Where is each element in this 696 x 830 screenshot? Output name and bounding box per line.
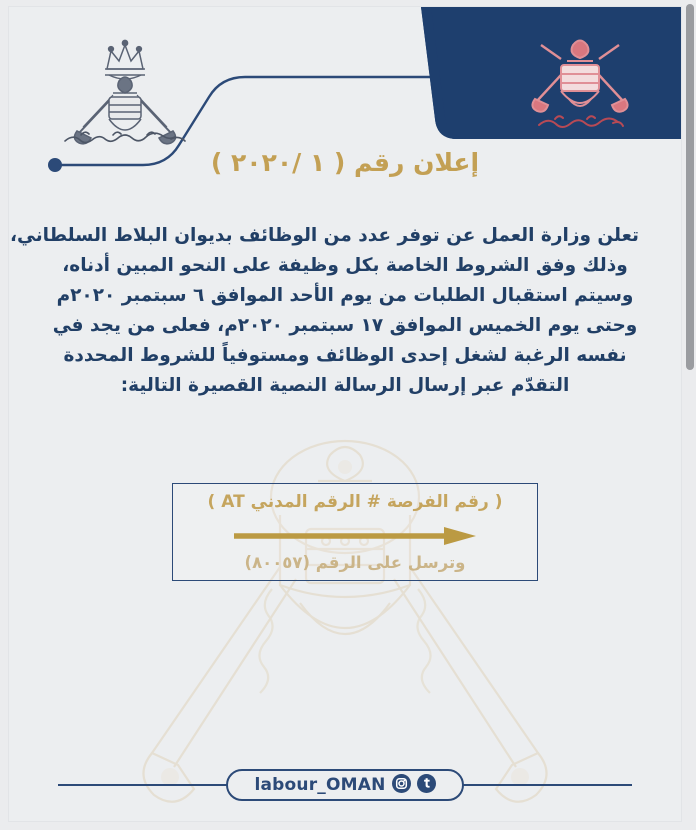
announcement-sheet <box>8 6 682 822</box>
footer-divider-left <box>462 784 632 786</box>
body-line: تعلن وزارة العمل عن توفر عدد من الوظائف بديوان البلاط السلطاني، <box>9 225 639 246</box>
body-line: نفسه الرغبة لشغل إحدى الوظائف ومستوفياً للشروط المحددة <box>63 345 627 366</box>
footer <box>9 765 681 805</box>
sms-instruction-box <box>172 483 538 581</box>
body-line: التقدّم عبر إرسال الرسالة النصية القصيرة التالية: <box>120 375 570 396</box>
ministry-of-labour-emblem <box>525 29 635 137</box>
footer-divider-right <box>58 784 228 786</box>
instagram-icon[interactable] <box>392 774 411 797</box>
body-line: وذلك وفق الشروط الخاصة بكل وظيفة على النحو المبين أدناه، <box>62 255 628 276</box>
sms-format-text: ( رقم الفرصة # الرقم المدني AT ) <box>207 492 503 512</box>
social-handle-pill[interactable] <box>226 769 463 801</box>
sms-shortcode-text: وترسل على الرقم (٨٠٠٥٧) <box>244 553 466 572</box>
social-handle-text: labour_OMAN <box>254 775 386 795</box>
twitter-icon[interactable] <box>417 774 436 797</box>
body-line: وحتى يوم الخميس الموافق ١٧ سبتمبر ٢٠٢٠م، فعلى من يجد في <box>52 315 638 336</box>
right-arrow-icon <box>173 526 537 548</box>
page-title: إعلان رقم ( ١ /٢٠٢٠ ) <box>210 148 480 177</box>
vertical-scrollbar-track[interactable] <box>683 0 696 830</box>
body-line: وسيتم استقبال الطلبات من يوم الأحد الموافق ٦ سبتمبر ٢٠٢٠م <box>56 285 634 306</box>
diwan-royal-court-emblem <box>51 35 199 150</box>
announcement-body <box>9 221 639 401</box>
vertical-scrollbar-thumb[interactable] <box>686 4 694 370</box>
